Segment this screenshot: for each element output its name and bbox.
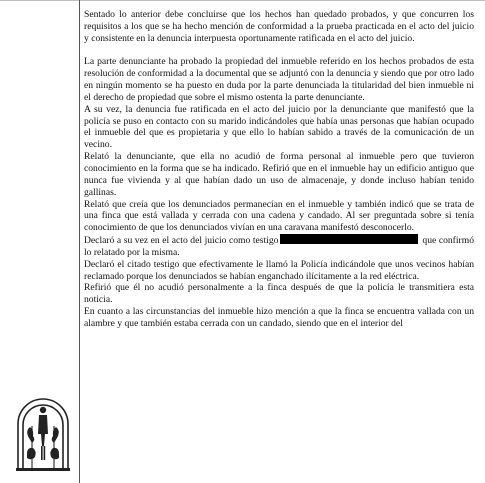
paragraph-conclusion: Sentado lo anterior debe concluirse que los hechos han quedado probados, y que concurren los requisitos a los que se ha hecho mención de conformidad a la prueba practicada en el acto del juicio y consistente en la denuncia interpuesta oportunamente ratificada en el acto del juicio. <box>84 9 474 44</box>
redaction-bar <box>280 234 418 244</box>
paragraph-witness-visit: Refirió que él no acudió personalmente a la finca después de que la policía le transmitiera esta noticia. <box>84 282 474 306</box>
page-top-border <box>0 0 485 1</box>
witness-text-before: Declaró a su vez en el acto del juicio como testigo <box>84 235 279 247</box>
paragraph-complainant-account: Relató la denunciante, que ella no acudió de forma personal al inmueble pero que tuvieron conocimiento en la forma que se ha indicado. Refirió que en el inmueble hay un edificio antiguo que nunca fue vivienda y al que habían dado un uso de almacenaje, y donde incluso habían tenido gallinas. <box>84 151 474 198</box>
document-body <box>84 9 474 330</box>
margin-rule <box>79 0 80 483</box>
paragraph-witness <box>84 234 474 259</box>
paragraph-witness-police: Declaró el citado testigo que efectivamente le llamó la Policía indicándole que unos vecinos habían reclamado porque los denunciados se habían enganchado ilícitamente a la red eléctrica. <box>84 258 474 282</box>
paragraph-ratification: A su vez, la denuncia fue ratificada en el acto del juicio por la denunciante que manifestó que la policía se puso en contacto con su marido indicándoles que había unas personas que habían ocupado el inmueble del que es propietaria y que ello lo habían sabido a través de la comunicación de un vecino. <box>84 103 474 151</box>
paragraph-occupants: Relató que creía que los denunciados permanecían en el inmueble y también indicó que se trata de una finca que está vallada y cerrada con una cadena y candado. Al ser preguntada sobre si tenía conocimiento de que los denunciados vivían en una caravana manifestó desconocerlo. <box>84 198 474 234</box>
paragraph-property: La parte denunciante ha probado la propiedad del inmueble referido en los hechos probados de esta resolución de conformidad a la documental que se adjuntó con la denuncia y siendo que por otro lado en ningún momento se ha puesto en duda por la parte denunciada la titularidad del bien inmueble ni el derecho de propiedad que sobre el mismo ostenta la parte denunciante. <box>84 56 474 103</box>
andalusia-seal-icon <box>10 384 76 474</box>
paragraph-property-state: En cuanto a las circunstancias del inmueble hizo mención a que la finca se encuentra vallada con un alambre y que también estaba cerrada con un candado, siendo que en el interior del <box>84 306 474 329</box>
witness-text-after: que confirmó lo relatado por la misma. <box>84 235 474 258</box>
